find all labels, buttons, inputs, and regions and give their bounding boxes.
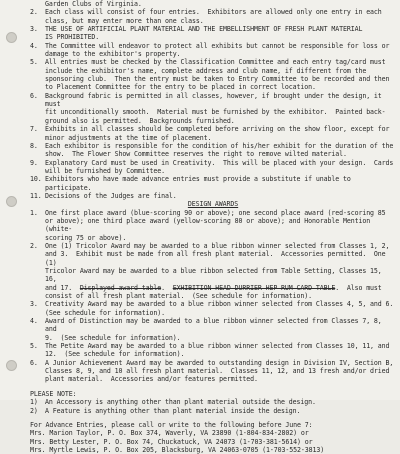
- rule-item-text: Decisions of the Judges are final.: [45, 191, 177, 200]
- binder-hole: [6, 196, 17, 207]
- award-item-text: One first place award (blue-scoring 90 or above); one second place award (red-scoring 85 or above); one third place award (yellow-scoring 80 or above); and Honorable Mention (white- scoring 75 or above).: [45, 208, 386, 242]
- award-item-text: Award of Distinction may be awarded to a blue ribbon winner selected from Classes 7, 8, and 9. (See schedule for information).: [45, 317, 382, 342]
- rule-item-number: 4.: [30, 41, 38, 50]
- award-item: [30, 359, 396, 384]
- rule-item: [30, 58, 396, 91]
- rule-item-number: 11.: [30, 191, 42, 200]
- award-item: [30, 317, 396, 342]
- award-item: [30, 300, 396, 317]
- rule-item-text: The Committee will endeavor to protect all exhibits but cannot be responsible for loss or damage to the exhibitor's property.: [45, 41, 390, 59]
- struck-text: Displayed award table: [79, 283, 162, 292]
- award-item: [30, 209, 396, 242]
- note-item-text: A Feature is anything other than plant material inside the design.: [45, 406, 301, 415]
- rule-item: [30, 25, 396, 42]
- note-item: [30, 398, 396, 406]
- rule-item-text: Background fabric is permitted in all classes, however, if brought under the design, it must fit unconditionally smooth. Material must be furnished by the exhibitor. Painted back- ground also is permitted. Backgrounds furnished.: [45, 91, 386, 125]
- award-item-number: 6.: [30, 358, 38, 367]
- contact-line: Mrs. Betty Lester, P. O. Box 74, Chuckatuck, VA 24073 (1-703-381-5614) or: [30, 437, 313, 446]
- award-item-text: The Petite Award may be awarded to a blue ribbon winner selected from Classes 10, 11, and 12. (See schedule for information).: [45, 342, 390, 359]
- line-text: and 17.: [45, 283, 80, 292]
- rule-item: [30, 192, 396, 200]
- award-item-text: A Junior Achievement Award may be awarded to outstanding design in Division IV, Section B, Classes 8, 9, and 10 all fresh plant material. Classes 11, 12, and 13 fresh and/or dried plant material. Accessories and/or features permitted.: [45, 358, 394, 384]
- rule-item-number: 5.: [30, 58, 38, 67]
- note-item-number: 2): [30, 406, 38, 415]
- rule-item-text: Each class will consist of four entries. Exhibitors are allowed only one entry in each class, but may enter more than one class.: [45, 8, 382, 25]
- binder-hole: [6, 360, 17, 371]
- rule-item-number: 10.: [30, 175, 42, 184]
- document-body: [30, 0, 396, 454]
- contact-line: Mrs. Myrtle Lewis, P. O. Box 205, Blacksburg, VA 24063-0705 (1-703-552-3813): [30, 445, 325, 454]
- award-item-text: Creativity Award may be awarded to a blue ribbon winner selected from Classes 4, 5, and 6. (See schedule for information).: [45, 300, 394, 317]
- award-item: [30, 242, 396, 284]
- please-note-title: PLEASE NOTE:: [30, 389, 77, 398]
- rule-item-text: Exhibits in all classes should be completed before arriving on the show floor, except for minor adjustments at the time of placement.: [45, 125, 390, 142]
- binder-hole: [6, 32, 17, 43]
- contact-line: Mrs. Marion Taylor, P. O. Box 374, Waverly, VA 23890 (1-804-834-2802) or: [30, 429, 309, 438]
- rule-item: [30, 159, 396, 176]
- rule-item: [30, 92, 396, 125]
- rule-item: [30, 0, 396, 8]
- award-item-text: consist of all fresh plant material. (See schedule for information).: [45, 292, 313, 301]
- rule-item-text: THE USE OF ARTIFICIAL PLANT MATERIAL AND THE EMBELLISHMENT OF FRESH PLANT MATERIAL IS PROHIBITED.: [45, 25, 363, 42]
- award-item-number: 2.: [30, 241, 38, 250]
- award-item: [30, 292, 396, 300]
- rule-item-number: 8.: [30, 141, 38, 150]
- award-item-number: 5.: [30, 342, 38, 351]
- rule-item: [30, 42, 396, 59]
- rules-list: [30, 0, 396, 200]
- rule-item: [30, 175, 396, 192]
- rule-item: [30, 8, 396, 25]
- rule-item-text: Each exhibitor is responsible for the condition of his/her exhibit for the duration of the show. The Flower Show Committee reserves the right to remove wilted material.: [45, 141, 394, 159]
- rule-item-number: 7.: [30, 125, 38, 134]
- note-item: [30, 407, 396, 415]
- rule-item: [30, 142, 396, 159]
- rule-item: [30, 125, 396, 142]
- rule-item-text: Exhibitors who have made advance entries must provide a substitute if unable to participate.: [45, 175, 355, 192]
- rule-item-text: Garden Clubs of Virginia.: [45, 0, 142, 8]
- award-item-number: [30, 292, 45, 300]
- line-text: .: [161, 283, 173, 292]
- award-item-number: 1.: [30, 208, 38, 217]
- award-item-number: 4.: [30, 317, 38, 326]
- advance-entries-text: For Advance Entries, please call or write to the following before June 7:: [30, 420, 313, 429]
- please-note-list: [30, 398, 396, 415]
- rule-item-number: 6.: [30, 91, 38, 100]
- awards-list: [30, 209, 396, 384]
- contacts-list: [30, 429, 396, 454]
- struck-text: EXHIBITION HEAD DURRIER HEP RUM CARD TABLE: [172, 283, 336, 292]
- note-item-number: 1): [30, 398, 38, 407]
- design-awards-heading: DESIGN AWARDS: [187, 200, 239, 209]
- note-item-text: An Accessory is anything other than plant material outside the design.: [45, 398, 316, 407]
- rule-item-text: Explanatory Card must be used in Creativity. This will be placed with your design. Cards will be furnished by Committee.: [45, 158, 394, 175]
- rule-item-number: 2.: [30, 8, 38, 17]
- rule-item-number: 9.: [30, 158, 38, 167]
- award-item-number: 3.: [30, 300, 38, 309]
- award-item-text: One (1) Tricolor Award may be awarded to a blue ribbon winner selected from Classes 1, 2, and 3. Exhibit must be made from all fresh plant material. Accessories permitted. One (1) Tricolor Award may be awarded to a blue ribbon selected from Table Setting, Classes 15, 16,: [45, 241, 390, 284]
- line-text: . Also must: [335, 283, 382, 292]
- rule-item-number: [30, 0, 45, 8]
- award-item-struck-line: [30, 284, 396, 292]
- rule-item-number: 3.: [30, 25, 38, 34]
- rule-item-text: All entries must be checked by the Classification Committee and each entry tag/card must include the exhibitor's name, complete address and club name, if different from the sponsoring club. Then the entry must be taken to Entry Committee to be recorded and then to Placement Committee for the entry to be placed in correct location.: [45, 58, 390, 92]
- award-item: [30, 342, 396, 359]
